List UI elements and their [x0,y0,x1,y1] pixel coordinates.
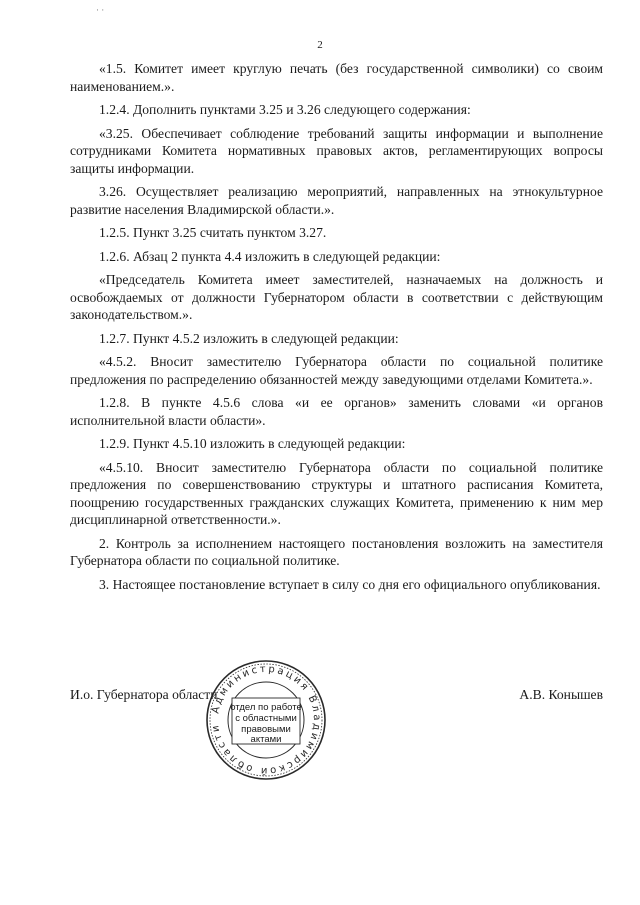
stamp-ring-text: Администрация Владимирской области [210,663,323,777]
paragraph-4-5-10: «4.5.10. Вносит заместителю Губернатора области по социальной политике предложения по совершенствованию структуры и штатного расписания Комитета, поощрению государственных гражданских служащих Комитета, применению к ним мер дисциплинарной ответственности.». [70,459,603,527]
official-stamp [204,658,328,782]
signature-block [70,686,603,706]
document-body [70,60,603,599]
stamp-line-2: с областными [235,713,297,724]
scan-artifact: · · [96,5,105,15]
paragraph-1-2-5: 1.2.5. Пункт 3.25 считать пунктом 3.27. [99,225,327,240]
signatory-name: А.В. Конышев [519,687,603,702]
paragraph-1-2-6: 1.2.6. Абзац 2 пункта 4.4 изложить в следующей редакции: [99,248,441,264]
signatory-position: И.о. Губернатора области [70,687,218,702]
paragraph-3-25: «3.25. Обеспечивает соблюдение требований защиты информации и выполнение сотрудниками Комитета нормативных правовых актов, регламентирующих вопросы защиты информации. [70,125,603,176]
paragraph-1-5: «1.5. Комитет имеет круглую печать (без государственной символики) со своим наименованием.». [70,61,603,94]
paragraph-1-2-4: 1.2.4. Дополнить пунктами 3.25 и 3.26 следующего содержания: [99,102,471,117]
paragraph-4-5-2: «4.5.2. Вносит заместителю Губернатора области по социальной политике предложения по распределению обязанностей между заведующими отделами Комитета.». [70,354,603,387]
paragraph-chairman: «Председатель Комитета имеет заместителей, назначаемых на должность и освобождаемых от должности Губернатором области в соответствии с действующим законодательством.». [70,272,603,322]
stamp-line-4: актами [250,734,282,745]
paragraph-1-2-7: 1.2.7. Пункт 4.5.2 изложить в следующей редакции: [99,330,399,346]
page-number: 2 [317,39,323,51]
paragraph-2-control: 2. Контроль за исполнением настоящего постановления возложить на заместителя Губернатора области по социальной политике. [70,535,603,568]
paragraph-3-effect: 3. Настоящее постановление вступает в силу со дня его официального опубликования. [99,576,601,592]
paragraph-1-2-8: 1.2.8. В пункте 4.5.6 слова «и ее органов» заменить словами «и органов исполнительной власти области». [70,395,603,428]
stamp-line-3: правовыми [241,724,291,735]
stamp-line-1: отдел по работе [230,702,302,713]
paragraph-1-2-9: 1.2.9. Пункт 4.5.10 изложить в следующей редакции: [99,436,406,451]
stamp-seal-icon [204,658,328,782]
paragraph-3-26: 3.26. Осуществляет реализацию мероприятий, направленных на этнокультурное развитие населения Владимирской области.». [70,184,603,217]
